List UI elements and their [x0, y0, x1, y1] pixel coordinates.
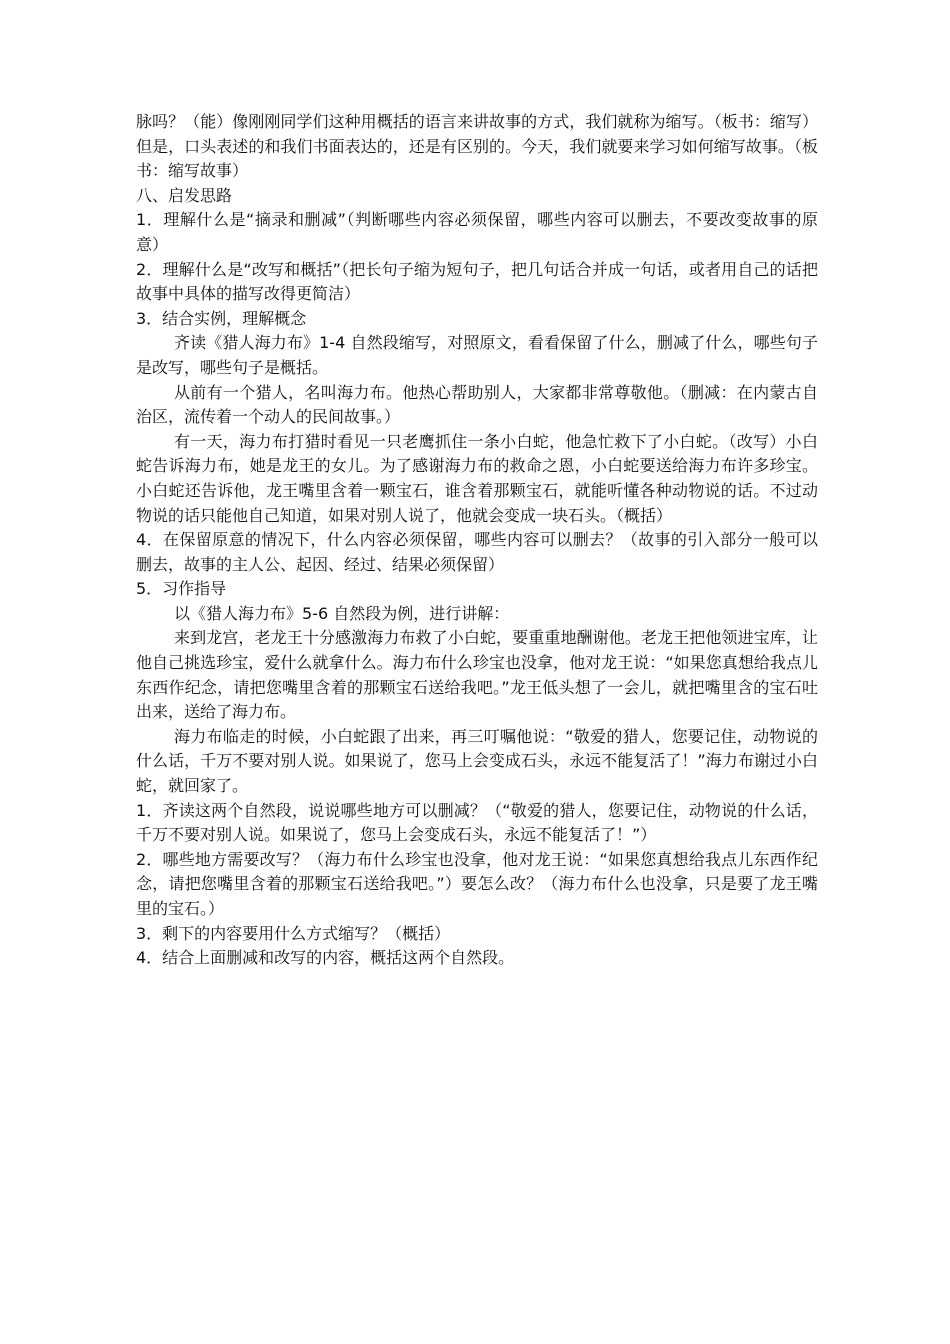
list-item-excerpt-delete: 1．理解什么是“摘录和删减”（判断哪些内容必须保留，哪些内容可以删去，不要改变故事的原意）	[136, 210, 818, 254]
section-heading-inspire: 八、启发思路	[136, 185, 233, 205]
list-item-example-concept: 3．结合实例，理解概念	[136, 308, 307, 328]
paragraph-example-intro: 以《猎人海力布》5-6 自然段为例，进行讲解：	[174, 603, 510, 623]
question-delete: 1．齐读这两个自然段，说说哪些地方可以删减？（“敬爱的猎人，您要记住，动物说的什么话，千万不要对别人说。如果说了，您马上会变成石头，永远不能复活了！”）	[136, 800, 818, 845]
document-page	[136, 110, 818, 971]
question-method: 3．剩下的内容要用什么方式缩写？（概括）	[136, 923, 451, 943]
question-summarize: 4．结合上面删减和改写的内容，概括这两个自然段。	[136, 948, 515, 968]
paragraph-read-aloud: 齐读《猎人海力布》1-4 自然段缩写，对照原文，看看保留了什么，删减了什么，哪些句子是改写，哪些句子是概括。	[136, 333, 818, 377]
list-item-keep-delete: 4．在保留原意的情况下，什么内容必须保留，哪些内容可以删去？（故事的引入部分一般可以删去，故事的主人公、起因、经过、结果必须保留）	[136, 530, 818, 574]
paragraph-story-snake: 有一天，海力布打猎时看见一只老鹰抓住一条小白蛇，他急忙救下了小白蛇。（改写）小白蛇告诉海力布，她是龙王的女儿。为了感谢海力布的救命之恩，小白蛇要送给海力布许多珍宝。小白蛇还告诉他，龙王嘴里含着一颗宝石，谁含着那颗宝石，就能听懂各种动物说的话。不过动物说的话只能他自己知道，如果对别人说了，他就会变成一块石头。（概括）	[136, 431, 818, 525]
question-rewrite: 2．哪些地方需要改写？（海力布什么珍宝也没拿，他对龙王说：“如果您真想给我点儿东西作纪念，请把您嘴里含着的那颗宝石送给我吧。”）要怎么改？（海力布什么也没拿，只是要了龙王嘴里的宝石。）	[136, 849, 818, 918]
list-item-writing-guide: 5．习作指导	[136, 579, 227, 599]
paragraph-story-farewell: 海力布临走的时候，小白蛇跟了出来，再三叮嘱他说：“敬爱的猎人，您要记住，动物说的什么话，千万不要对别人说。如果说了，您马上会变成石头，永远不能复活了！”海力布谢过小白蛇，就回家了。	[136, 726, 818, 796]
paragraph-story-opening: 从前有一个猎人，名叫海力布。他热心帮助别人，大家都非常尊敬他。（删减：在内蒙古自治区，流传着一个动人的民间故事。）	[136, 382, 818, 427]
paragraph-story-palace: 来到龙宫，老龙王十分感激海力布救了小白蛇，要重重地酬谢他。老龙王把他领进宝库，让他自己挑选珍宝，爱什么就拿什么。海力布什么珍宝也没拿，他对龙王说：“如果您真想给我点儿东西作纪念，请把您嘴里含着的那颗宝石送给我吧。”龙王低头想了一会儿，就把嘴里含的宝石吐出来，送给了海力布。	[136, 628, 818, 722]
paragraph-intro: 脉吗？（能）像刚刚同学们这种用概括的语言来讲故事的方式，我们就称为缩写。（板书：缩写）但是，口头表述的和我们书面表达的，还是有区别的。今天，我们就要来学习如何缩写故事。（板书：缩写故事）	[136, 112, 818, 181]
list-item-rewrite-summarize: 2．理解什么是“改写和概括”（把长句子缩为短句子，把几句话合并成一句话，或者用自己的话把故事中具体的描写改得更简洁）	[136, 259, 818, 304]
